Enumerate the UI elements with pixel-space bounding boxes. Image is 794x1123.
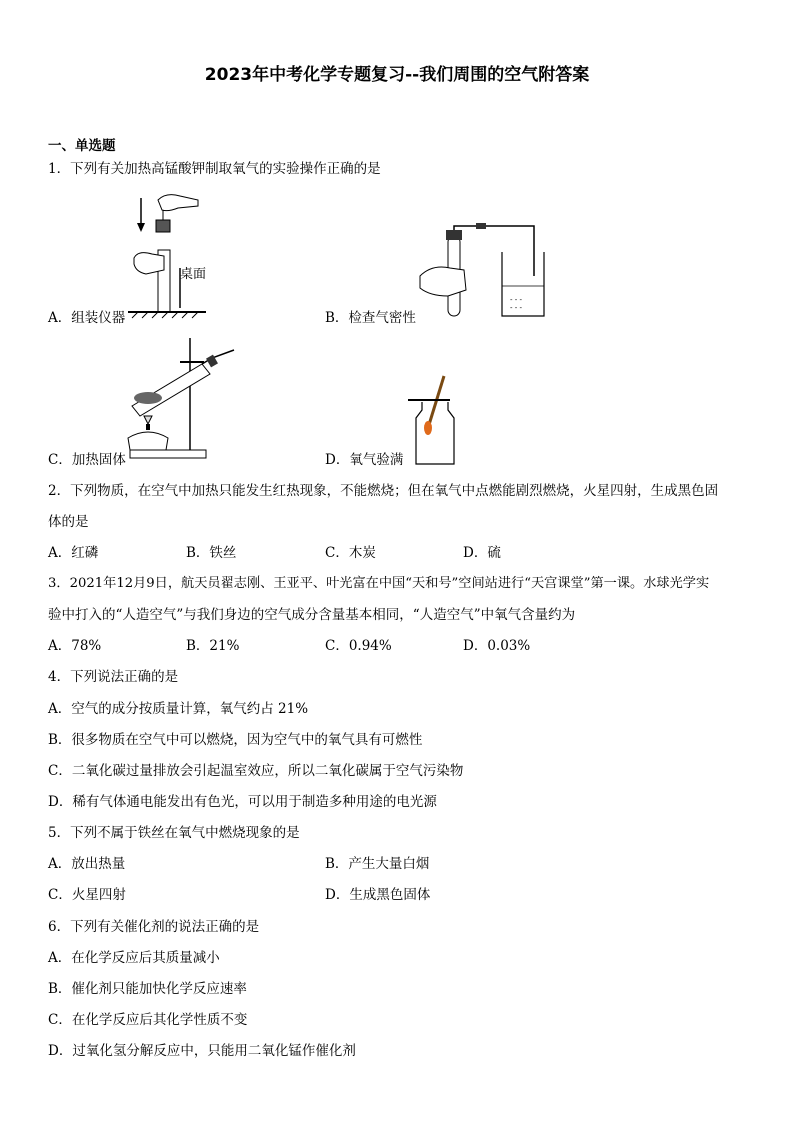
q5-option-c: C．火星四射 [48,887,126,903]
q1-option-b: B．检查气密性 [325,310,416,326]
q4-option-c: C．二氧化碳过量排放会引起温室效应，所以二氧化碳属于空气污染物 [48,763,464,779]
q2-option-a: A．红磷 [48,545,99,561]
q2-option-b: B．铁丝 [186,545,237,561]
q4-option-b: B．很多物质在空气中可以燃烧，因为空气中的氧气具有可燃性 [48,732,423,748]
q3-stem-line2: 验中打入的“人造空气”与我们身边的空气成分含量基本相同，“人造空气”中氧气含量约为 [48,607,576,623]
q5-option-a: A．放出热量 [48,856,126,872]
q6-option-b: B．催化剂只能加快化学反应速率 [48,981,247,997]
q5-stem: 5．下列不属于铁丝在氧气中燃烧现象的是 [48,825,300,841]
q3-stem-line1: 3．2021年12月9日，航天员翟志刚、王亚平、叶光富在中国“天和号”空间站进行“天宫课堂”第一课。水球光学实 [48,576,710,591]
q6-option-a: A．在化学反应后其质量减小 [48,950,220,966]
q4-option-d: D．稀有气体通电能发出有色光，可以用于制造多种用途的电光源 [48,794,437,810]
q1-option-d: D．氧气验满 [325,452,404,468]
svg-text:- - -: - - - [510,296,523,304]
q2-stem-line1: 2．下列物质，在空气中加热只能发生红热现象，不能燃烧；但在氧气中点燃能剧烈燃烧，火星四射，生成黑色固 [48,483,719,499]
q2-stem-line2: 体的是 [48,514,89,530]
q2-option-d: D．硫 [463,545,501,561]
q6-option-c: C．在化学反应后其化学性质不变 [48,1012,248,1028]
q4-option-a: A．空气的成分按质量计算，氧气约占 21% [48,701,309,717]
q3-option-d: D．0.03% [463,638,531,654]
q4-stem: 4．下列说法正确的是 [48,669,179,685]
section-heading: 一、单选题 [48,138,116,154]
page-title: 2023年中考化学专题复习--我们周围的空气附答案 [204,65,590,85]
figure-assemble-apparatus [128,190,218,320]
q3-option-a: A．78% [48,638,102,654]
figure-oxygen-full-test [406,374,466,464]
q5-option-b: B．产生大量白烟 [325,856,430,872]
q6-stem: 6．下列有关催化剂的说法正确的是 [48,919,260,935]
q1-option-c: C．加热固体 [48,452,126,468]
figure-heating-solid [124,336,244,461]
figure-label-table: 桌面 [180,267,207,282]
q6-option-d: D．过氧化氢分解反应中，只能用二氧化锰作催化剂 [48,1043,356,1059]
figure-airtightness-check [418,226,548,321]
q3-option-c: C．0.94% [325,638,392,654]
q1-stem: 1．下列有关加热高锰酸钾制取氧气的实验操作正确的是 [48,161,381,177]
q5-option-d: D．生成黑色固体 [325,887,431,903]
q1-option-a: A．组装仪器 [48,310,126,326]
svg-text:- - -: - - - [510,304,523,312]
q2-option-c: C．木炭 [325,545,376,561]
q3-option-b: B．21% [186,638,240,654]
